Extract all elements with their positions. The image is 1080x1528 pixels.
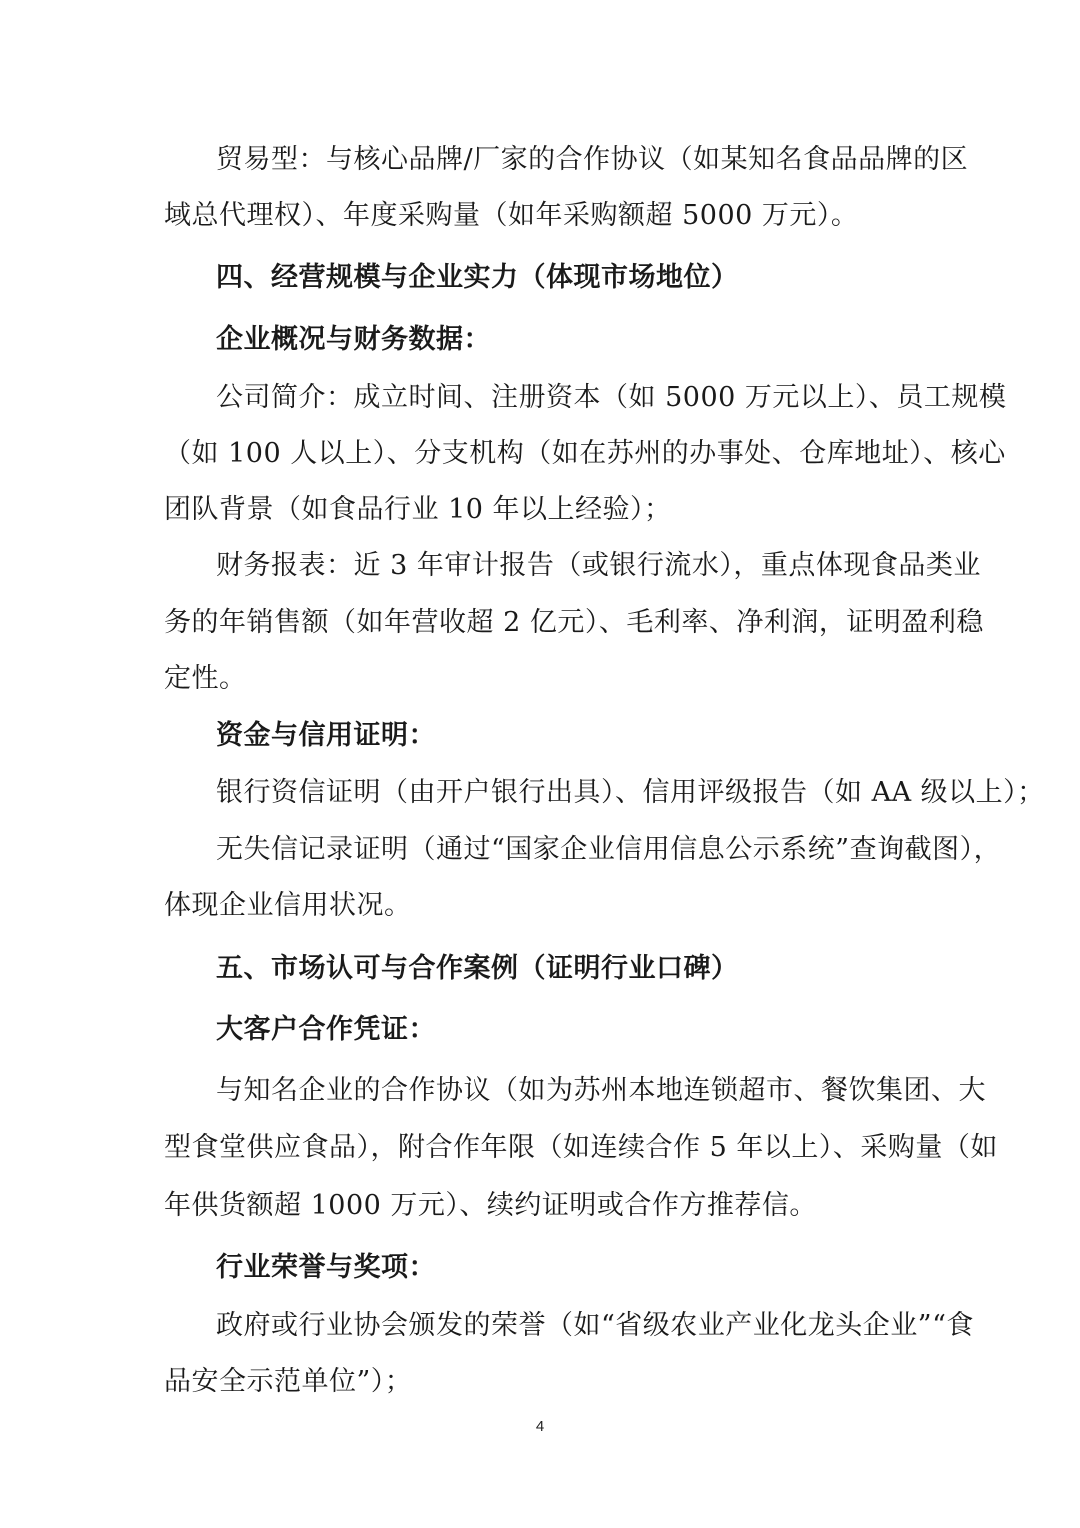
paragraph-company-intro-line-2: （如 100 人以上）、分支机构（如在苏州的办事处、仓库地址）、核心 <box>164 438 1006 469</box>
subheading-major-clients: 大客户合作凭证： <box>216 1014 436 1045</box>
paragraph-honors-line-1: 政府或行业协会颁发的荣誉（如“省级农业产业化龙头企业”“食 <box>216 1310 974 1341</box>
section-heading-four: 四、经营规模与企业实力（体现市场地位） <box>216 262 739 293</box>
subheading-honors-awards: 行业荣誉与奖项： <box>216 1252 436 1283</box>
paragraph-trade-type-line-2: 域总代理权）、年度采购量（如年采购额超 5000 万元）。 <box>164 200 859 231</box>
paragraph-cooperation-line-1: 与知名企业的合作协议（如为苏州本地连锁超市、餐饮集团、大 <box>216 1075 986 1106</box>
paragraph-financial-line-2: 务的年销售额（如年营收超 2 亿元）、毛利率、净利润，证明盈利稳 <box>164 607 984 638</box>
paragraph-company-intro-line-1: 公司简介：成立时间、注册资本（如 5000 万元以上）、员工规模 <box>216 382 1007 413</box>
paragraph-company-intro-line-3: 团队背景（如食品行业 10 年以上经验）； <box>164 494 672 525</box>
paragraph-bank-credit: 银行资信证明（由开户银行出具）、信用评级报告（如 AA 级以上）； <box>216 777 1045 808</box>
paragraph-financial-line-3: 定性。 <box>164 663 247 694</box>
subheading-funds-credit: 资金与信用证明： <box>216 720 436 751</box>
subheading-company-overview: 企业概况与财务数据： <box>216 324 491 355</box>
paragraph-no-dishonesty-line-2: 体现企业信用状况。 <box>164 890 412 921</box>
section-heading-five: 五、市场认可与合作案例（证明行业口碑） <box>216 953 739 984</box>
paragraph-financial-line-1: 财务报表：近 3 年审计报告（或银行流水），重点体现食品类业 <box>216 550 981 581</box>
paragraph-honors-line-2: 品安全示范单位”）； <box>164 1366 413 1397</box>
paragraph-trade-type-line-1: 贸易型：与核心品牌/厂家的合作协议（如某知名食品品牌的区 <box>216 144 969 175</box>
paragraph-no-dishonesty-line-1: 无失信记录证明（通过“国家企业信用信息公示系统”查询截图）， <box>216 834 1002 865</box>
paragraph-cooperation-line-3: 年供货额超 1000 万元）、续约证明或合作方推荐信。 <box>164 1190 817 1221</box>
paragraph-cooperation-line-2: 型食堂供应食品），附合作年限（如连续合作 5 年以上）、采购量（如 <box>164 1132 998 1163</box>
page-number: 4 <box>535 1418 545 1435</box>
